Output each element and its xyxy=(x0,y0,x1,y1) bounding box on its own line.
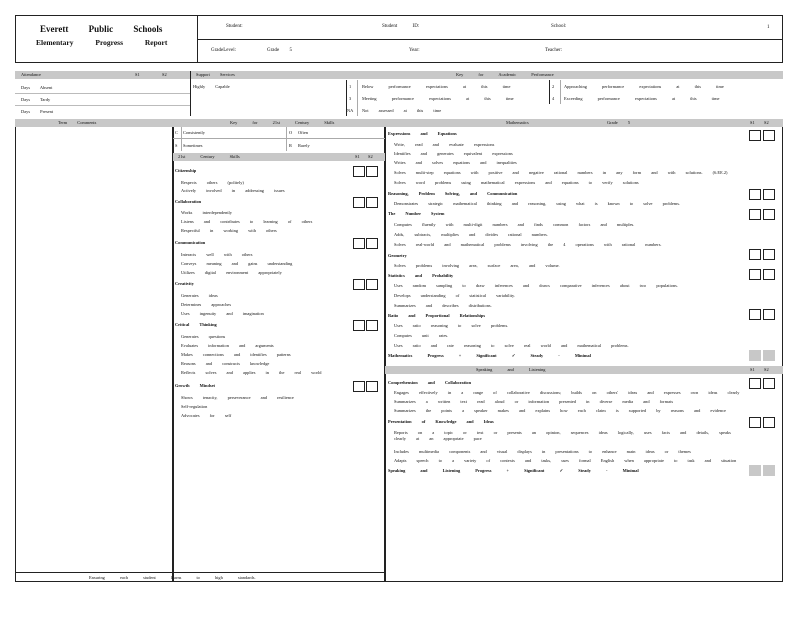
speaking-s1-checkbox[interactable] xyxy=(749,417,761,428)
skills-s2: S2 xyxy=(368,154,373,159)
math-item: Adds, subtracts, multiplies and divides rational numbers. xyxy=(394,232,548,237)
student-id-label: Student ID: xyxy=(382,24,420,29)
skill-s1-checkbox[interactable] xyxy=(353,279,365,290)
math-progress-s2[interactable] xyxy=(763,350,775,361)
key-21-text: Often xyxy=(298,130,308,135)
math-item: Uses ratio and rate reasoning to solve real world and mathematical problems. xyxy=(394,343,629,348)
skill-item: Actively involved in addressing issues xyxy=(181,188,285,193)
skill-group-title: Communication xyxy=(175,240,206,245)
key-text: Below performance expectations at this time xyxy=(362,84,511,89)
math-s1-checkbox[interactable] xyxy=(749,130,761,141)
key-21-text: Sometimes xyxy=(183,143,203,148)
math-s2: S2 xyxy=(764,120,769,125)
attendance-divider xyxy=(15,105,191,106)
math-s1-checkbox[interactable] xyxy=(749,189,761,200)
math-group-title: Statistics and Probability xyxy=(388,273,454,278)
math-s1: S1 xyxy=(750,120,755,125)
speaking-s1: S1 xyxy=(750,367,755,372)
skill-item: Utilizes digital environment appropriately xyxy=(181,270,282,275)
academics-panel xyxy=(385,119,783,582)
skill-item: Advocates for self xyxy=(181,413,232,418)
attendance-s2: S2 xyxy=(162,72,167,77)
skill-group-title: Creativity xyxy=(175,281,194,286)
math-item: Solves real-world and mathematical problems involving the 4 operations with rational numbers. xyxy=(394,242,662,247)
key-text: Not assessed at this time xyxy=(362,108,442,113)
speaking-progress-s1[interactable] xyxy=(749,465,761,476)
skill-item: Respects others (politely) xyxy=(181,180,244,185)
speaking-header xyxy=(385,366,783,374)
math-group-title: Expressions and Equations xyxy=(388,131,457,136)
key-mid-divider xyxy=(549,80,550,104)
key-21-col xyxy=(286,127,287,151)
math-group-title: Geometry xyxy=(388,253,407,258)
math-progress-s1[interactable] xyxy=(749,350,761,361)
skill-s1-checkbox[interactable] xyxy=(353,381,365,392)
skill-item: Self-regulation xyxy=(181,404,208,409)
skill-s2-checkbox[interactable] xyxy=(366,381,378,392)
math-grade: Grade 5 xyxy=(607,120,631,125)
key-code: 1 xyxy=(349,84,352,89)
math-item: Uses random sampling to draw inferences and draws comparative inferences about two populations. xyxy=(394,283,678,288)
skill-item: Interacts well with others xyxy=(181,252,253,257)
grade-value: Grade 5 xyxy=(267,48,292,53)
skill-item: Reasons and constructs knowledge xyxy=(181,361,270,366)
math-progress-legend: Mathematics Progress + Significant ✓ Steady - Minimal xyxy=(388,353,591,358)
key-21-code: C xyxy=(175,130,178,135)
speaking-title: Speaking and Listening xyxy=(476,367,546,372)
skill-item: Generates questions xyxy=(181,334,226,339)
skills-s1: S1 xyxy=(355,154,360,159)
skills-title: 21st Century Skills xyxy=(178,154,240,159)
math-item: Solves word problems using mathematical expressions and equations to verify solutions xyxy=(394,180,639,185)
speaking-item: Summarizes a written text read aloud or information presented in diverse media and formats xyxy=(394,399,674,404)
attendance-row: Days Absent xyxy=(21,85,53,90)
math-item: Summarizes and describes distributions. xyxy=(394,303,492,308)
attendance-row: Days Present xyxy=(21,109,54,114)
key-21-code: S xyxy=(175,143,178,148)
skill-item: Evaluates information and arguments xyxy=(181,343,274,348)
attendance-s1: S1 xyxy=(135,72,140,77)
skill-item: Listens and contributes to learning of others xyxy=(181,219,313,224)
speaking-s2: S2 xyxy=(764,367,769,372)
math-s2-checkbox[interactable] xyxy=(763,130,775,141)
key-text: Meeting performance expectations at this time xyxy=(362,96,514,101)
math-s1-checkbox[interactable] xyxy=(749,249,761,260)
speaking-item: Includes multimedia components and visual displays in presentations to enhance main ideas or themes xyxy=(394,449,691,454)
page-number: 1 xyxy=(767,25,770,30)
math-item: Demonstrates strategic mathematical thinking and reasoning, using what is known to solve problems. xyxy=(394,201,681,206)
key-21-code: O xyxy=(289,130,293,135)
skill-item: Works interdependently xyxy=(181,210,232,215)
key-code-divider xyxy=(560,80,561,104)
header-row-divider xyxy=(197,39,783,40)
speaking-s2-checkbox[interactable] xyxy=(763,417,775,428)
math-group-title: The Number System xyxy=(388,211,445,216)
key-code: 2 xyxy=(552,84,555,89)
support-value: Highly Capable xyxy=(193,84,230,89)
skill-s2-checkbox[interactable] xyxy=(366,166,378,177)
skill-item: Respectful in working with others xyxy=(181,228,277,233)
skill-item: Makes connections and identifies patterns xyxy=(181,352,291,357)
skill-item: Determines approaches xyxy=(181,302,232,307)
support-title: Support Services xyxy=(196,72,235,77)
skill-s2-checkbox[interactable] xyxy=(366,238,378,249)
key-21-divider xyxy=(173,138,385,139)
skill-s1-checkbox[interactable] xyxy=(353,197,365,208)
math-s2-checkbox[interactable] xyxy=(763,189,775,200)
math-s2-checkbox[interactable] xyxy=(763,249,775,260)
math-s1-checkbox[interactable] xyxy=(749,269,761,280)
student-label: Student: xyxy=(226,24,243,29)
key-academic-title: Key for Academic Performance xyxy=(456,72,554,77)
math-s1-checkbox[interactable] xyxy=(749,309,761,320)
key-text: Approaching performance expectations at this time xyxy=(564,84,724,89)
grade-level-label: GradeLevel: xyxy=(211,48,236,53)
speaking-group-title: Comprehension and Collaboration xyxy=(388,380,472,385)
math-s2-checkbox[interactable] xyxy=(763,309,775,320)
key-code: 4 xyxy=(552,96,555,101)
math-item: Computes unit rates. xyxy=(394,333,449,338)
speaking-progress-s2[interactable] xyxy=(763,465,775,476)
speaking-group-title: Presentation of Knowledge and Ideas xyxy=(388,419,494,424)
math-title: Mathematics xyxy=(506,120,529,125)
math-item: Identifies and generates equivalent expressions xyxy=(394,151,513,156)
math-group-title: Reasoning, Problem Solving, and Communication xyxy=(388,191,518,196)
comments-footer: Ensuring each student learns to high standards. xyxy=(89,575,256,580)
key-code: 3 xyxy=(349,96,352,101)
speaking-progress-legend: Speaking and Listening Progress + Significant ✓ Steady - Minimal xyxy=(388,468,639,473)
skill-group-title: Citizenship xyxy=(175,168,197,173)
skill-s1-checkbox[interactable] xyxy=(353,166,365,177)
skill-s2-checkbox[interactable] xyxy=(366,197,378,208)
skill-s1-checkbox[interactable] xyxy=(353,320,365,331)
report-title: Elementary Progress Report xyxy=(36,38,168,47)
math-item: Develops understanding of statistical variability. xyxy=(394,293,515,298)
math-header xyxy=(385,119,783,127)
speaking-s2-checkbox[interactable] xyxy=(763,378,775,389)
math-item: Writes and solves equations and inequalities xyxy=(394,160,517,165)
key-21-text: Consistently xyxy=(183,130,205,135)
attendance-row: Days Tardy xyxy=(21,97,51,102)
key-code-divider xyxy=(357,80,358,116)
key-code: NA xyxy=(347,108,354,113)
teacher-label: Teacher: xyxy=(545,48,563,53)
key-21-col xyxy=(181,127,182,151)
key-21-title: Key for 21st Century Skills xyxy=(230,120,335,125)
district-name: Everett Public Schools xyxy=(40,24,163,34)
comments-panel xyxy=(15,119,173,582)
speaking-item: Reports on a topic or text or presents an opinion, sequences ideas logically, uses facts and details, speaks clearly at an appropriate pace xyxy=(394,430,731,441)
speaking-item: Engages effectively in a range of collaborative discussions; builds on others' ideas and expresses own ideas clearly xyxy=(394,390,740,395)
skill-item: Conveys meaning and gains understanding xyxy=(181,261,293,266)
math-s2-checkbox[interactable] xyxy=(763,269,775,280)
math-item: Computes fluently with multi-digit numbers and finds common factors and multiples. xyxy=(394,222,635,227)
skill-item: Shows tenacity, perseverance and resilience xyxy=(181,395,294,400)
year-label: Year: xyxy=(409,48,420,53)
speaking-item: Summarizes the points a speaker makes and explains how each claim is supported by reasons and evidence xyxy=(394,408,727,413)
skill-s2-checkbox[interactable] xyxy=(366,279,378,290)
skill-s1-checkbox[interactable] xyxy=(353,238,365,249)
math-item: Solves multi-step equations with positive and negative rational numbers in any form and with solutions. (6.EE.2) xyxy=(394,170,728,175)
skill-item: Reflects solves and applies in the real world xyxy=(181,370,322,375)
skill-s2-checkbox[interactable] xyxy=(366,320,378,331)
math-item: Write, read and evaluate expressions xyxy=(394,142,495,147)
math-item: Solves problems involving area, surface area, and volume. xyxy=(394,263,560,268)
skill-group-title: Critical Thinking xyxy=(175,322,217,327)
key-21-text: Rarely xyxy=(298,143,310,148)
skill-item: Generates ideas xyxy=(181,293,218,298)
skill-group-title: Growth Mindset xyxy=(175,383,216,388)
key-text: Exceeding performance expectations at this time xyxy=(564,96,720,101)
math-group-title: Ratio and Proportional Relationships xyxy=(388,313,486,318)
speaking-s1-checkbox[interactable] xyxy=(749,378,761,389)
speaking-item: Adapts speech to a variety of contexts and tasks, uses formal English when appropriate to task and situation xyxy=(394,458,737,463)
skill-item: Uses ingenuity and imagination xyxy=(181,311,264,316)
skill-group-title: Collaboration xyxy=(175,199,202,204)
key-21-code: R xyxy=(289,143,292,148)
attendance-divider xyxy=(15,93,191,94)
math-s2-checkbox[interactable] xyxy=(763,209,775,220)
math-s1-checkbox[interactable] xyxy=(749,209,761,220)
comments-title: Term Comments xyxy=(58,120,97,125)
attendance-title: Attendance xyxy=(21,72,41,77)
key-academic-header xyxy=(346,71,783,79)
school-label: School: xyxy=(551,24,567,29)
math-item: Uses ratio reasoning to solve problems. xyxy=(394,323,509,328)
